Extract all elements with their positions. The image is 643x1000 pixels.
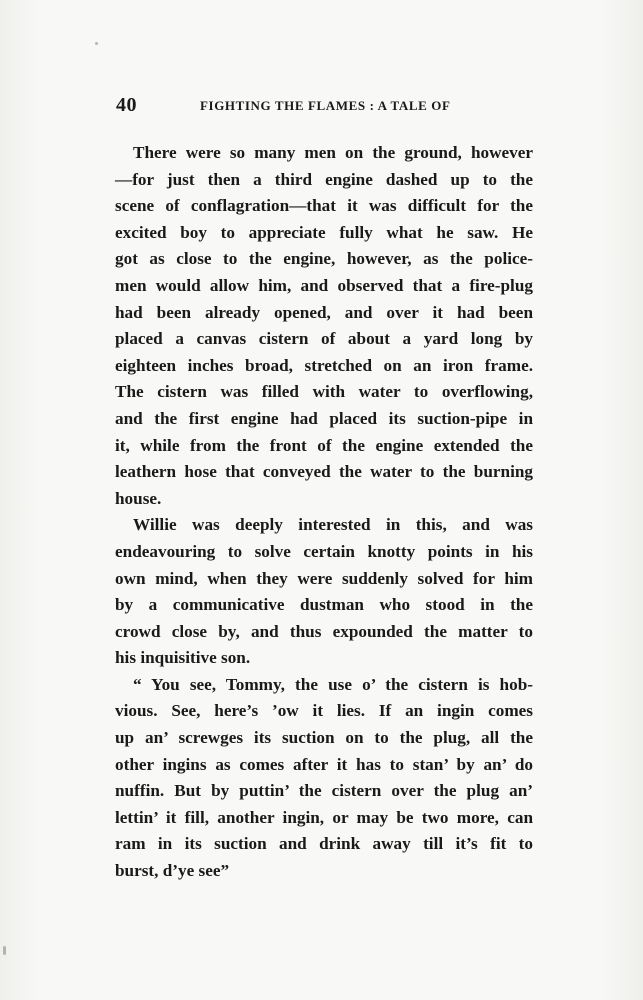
- text-line: —for just then a third engine dashed up to the: [115, 169, 533, 189]
- text-line: endeavouring to solve certain knotty points in his: [115, 541, 533, 561]
- text-line: burst, d’ye see”: [115, 861, 230, 881]
- page-header: [116, 94, 536, 120]
- text-line: The cistern was filled with water to overflowing,: [115, 382, 533, 402]
- text-line: had been already opened, and over it had been: [115, 302, 533, 322]
- text-line: There were so many men on the ground, however: [133, 143, 533, 162]
- text-line: it, while from the front of the engine extended the: [115, 435, 533, 455]
- text-line: by a communicative dustman who stood in the: [115, 595, 533, 615]
- page-number: 40: [116, 94, 137, 116]
- text-line: nuffin. But by puttin’ the cistern over the plug an’: [115, 781, 533, 801]
- text-line: “ You see, Tommy, the use o’ the cistern is hob-: [133, 674, 533, 694]
- text-line: scene of conflagration—that it was difficult for the: [115, 196, 533, 216]
- text-line: house.: [115, 488, 162, 508]
- text-line: lettin’ it fill, another ingin, or may be two more, can: [115, 807, 533, 827]
- text-line: own mind, when they were suddenly solved for him: [115, 568, 533, 588]
- text-line: men would allow him, and observed that a fire-plug: [115, 275, 533, 295]
- text-line: ram in its suction and drink away till it’s fit to: [115, 834, 533, 854]
- text-line: up an’ screwges its suction on to the plug, all the: [115, 728, 533, 748]
- text-line: excited boy to appreciate fully what he saw. He: [115, 222, 533, 242]
- text-line: and the first engine had placed its suction-pipe in: [115, 408, 533, 428]
- text-line: eighteen inches broad, stretched on an iron frame.: [115, 355, 533, 375]
- text-line: leathern hose that conveyed the water to the burning: [115, 462, 533, 482]
- text-line: Willie was deeply interested in this, and was: [133, 515, 533, 535]
- paper-speck: [3, 946, 6, 955]
- text-line: his inquisitive son.: [115, 648, 251, 668]
- text-line: got as close to the engine, however, as the police-: [115, 249, 533, 269]
- text-line: crowd close by, and thus expounded the matter to: [115, 621, 533, 641]
- text-line: vious. See, here’s ’ow it lies. If an ingin comes: [115, 701, 533, 721]
- text-line: other ingins as comes after it has to stan’ by an’ do: [115, 754, 533, 774]
- text-line: placed a canvas cistern of about a yard long by: [115, 329, 533, 349]
- paper-speck: [95, 42, 98, 45]
- body-text: [115, 140, 533, 885]
- running-head: FIGHTING THE FLAMES : A TALE OF: [200, 98, 451, 113]
